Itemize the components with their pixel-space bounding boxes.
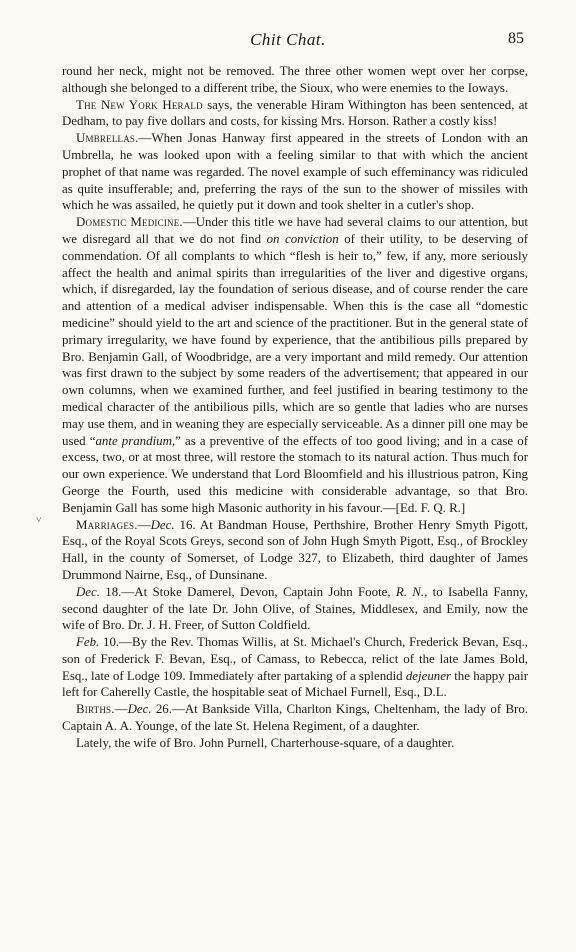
italic-text: Dec. xyxy=(76,584,100,599)
italic-text: R. N. xyxy=(395,584,425,599)
text-run: — xyxy=(137,517,151,532)
italic-text: Dec. xyxy=(150,517,175,532)
italic-text: Feb. xyxy=(76,635,100,650)
text-run: round her neck, might not be removed. The three other women wept over her corpse, although she belonged to a different tribe, the Sioux, who were enemies to the Ioways. xyxy=(62,64,528,95)
paragraph xyxy=(62,584,528,634)
page-header xyxy=(0,30,576,52)
text-run: 18.—At Stoke Damerel, Devon, Captain John Foote, xyxy=(99,584,396,599)
paragraph xyxy=(62,517,528,584)
section-heading: The New York Herald xyxy=(76,97,203,112)
paragraph xyxy=(62,214,528,516)
text-run: —Under this title we have had several claims to our attention, but we disregard all that we do not find xyxy=(62,215,528,246)
section-heading: Domestic Medicine. xyxy=(76,215,183,230)
running-title: Chit Chat. xyxy=(250,30,326,49)
paragraph xyxy=(62,130,528,214)
text-run: ” as a preventive of the effects of too good living; and in a case of excess, two, or at most three, will restore the stomach to its natural action. Thus much for our own experience. We understand that Lord Bloomfield and his illustrious patron, King George the Fourth, used this medicine with considerable advantage, so that Bro. Benjamin Gall has some high Masonic authority in his favour.—[Ed. F. Q. R.] xyxy=(62,433,528,515)
italic-text: dejeuner xyxy=(405,668,451,683)
paragraph xyxy=(62,735,528,752)
text-run: , to Isabella Fanny, second daughter of the late Dr. John Olive, of Staines, Middlesex, and Emily, now the wife of Bro. Dr. J. H. Freer, of Sutton Coldfield. xyxy=(62,584,528,633)
text-run: 26.—At Bankside Villa, Charlton Kings, Cheltenham, the lady of Bro. Captain A. A. Younge, of the late St. Helena Regiment, of a daughter. xyxy=(62,702,528,734)
text-run: says, the venerable Hiram Withington has been sentenced, at Dedham, to pay five dollars and costs, for kissing Mrs. Horson. Rather a costly kiss! xyxy=(62,97,528,129)
page-number: 85 xyxy=(508,30,524,47)
paragraph xyxy=(62,63,528,97)
paragraph xyxy=(62,97,528,131)
text-run: 10.—By the Rev. Thomas Willis, at St. Michael's Church, Frederick Bevan, Esq., son of Frederick F. Bevan, Esq., of Camass, to Rebecca, relict of the late James Bold, Esq., late of Lodge 109. Immediately after partaking of a splendid xyxy=(62,635,528,683)
section-heading: Births. xyxy=(76,702,115,717)
margin-mark: ˅ xyxy=(36,515,42,526)
paragraph xyxy=(62,701,528,735)
section-heading: Marriages. xyxy=(76,517,138,532)
text-run: 16. At Bandman House, Perthshire, Brother Henry Smyth Pigott, Esq., of the Royal Scots Greys, second son of John Hugh Smyth Pigott, Esq., of Brockley Hall, in the county of Somerset, of Lodge 327, to Elizabeth, third daughter of James Drummond Nairne, Esq., of Dunsinane. xyxy=(62,517,528,582)
body-text xyxy=(62,63,528,752)
paragraph xyxy=(62,634,528,701)
text-run: the happy pair left for Caherelly Castle, the hospitable seat of Michael Furnell, Esq., D.L. xyxy=(62,668,528,700)
text-run: Lately, the wife of Bro. John Purnell, Charterhouse-square, of a daughter. xyxy=(76,735,455,750)
text-run: —When Jonas Hanway first appeared in the streets of London with an Umbrella, he was looked upon with a feeling similar to that with which the ancient prophet of that name was regarded. The novel example of such effeminancy was ridiculed as quite insufferable; and, preferring the rays of the sun to the shower of missiles with which he was assailed, he quietly put it down and took shelter in a cutler's shop. xyxy=(62,131,528,213)
italic-text: ante prandium, xyxy=(95,433,176,448)
section-heading: Umbrellas. xyxy=(76,131,139,146)
text-run: of their utility, to be deserving of commendation. Of all complants to which “flesh is heir to,” few, if any, more seriously affect the health and animal spirits than irregularities of the liver and digestive organs, which, if disregarded, lay the foundation of serious disease, and of course render the care and attention of a medical adviser indispensable. When this is the case all “domestic medicine” should yield to the art and science of the practitioner. But in the general state of primary irregularity, we have found by experience, that the antibilious pills prepared by Bro. Benjamin Gall, of Woodbridge, are a very important and mild remedy. Our attention was first drawn to the subject by some readers of the advertisement; that appeared in our own columns, when we examined further, and feel justified in bearing testimony to the medical character of the antibilious pills, which are so gentle that ladies who are nurses may use them, and in weaning they are especially serviceable. As a dinner pill one may be used “ xyxy=(62,231,528,448)
italic-text: Dec. xyxy=(127,702,152,717)
italic-text: on conviction xyxy=(266,231,339,246)
text-run: — xyxy=(114,702,128,717)
